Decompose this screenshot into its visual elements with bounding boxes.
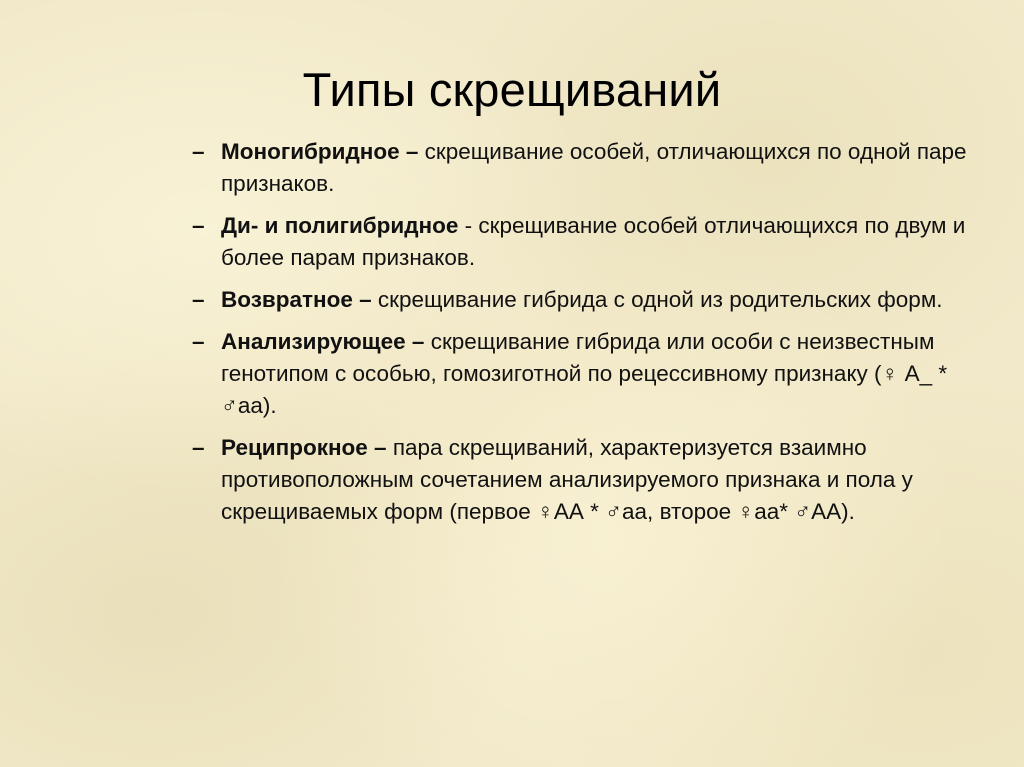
slide-title: Типы скрещиваний bbox=[302, 63, 722, 116]
cross-types-list bbox=[192, 136, 972, 538]
term-definition: пара скрещиваний, характеризуется взаимно противоположным сочетанием анализируемого признака и пола у скрещиваемых форм (первое ♀АА * ♂аа, второе ♀аа* ♂АА). bbox=[221, 435, 913, 524]
list-item bbox=[192, 432, 972, 528]
list-item bbox=[192, 326, 972, 422]
term-definition: скрещивание гибрида с одной из родительских форм. bbox=[371, 287, 943, 312]
list-item bbox=[192, 284, 972, 316]
bullet-dash: – bbox=[192, 435, 205, 460]
term-label: Реципрокное – bbox=[221, 435, 387, 460]
term-label: Возвратное – bbox=[221, 287, 372, 312]
bullet-dash: – bbox=[192, 329, 205, 354]
term-label: Ди- и полигибридное bbox=[221, 213, 459, 238]
term-definition: - скрещивание особей отличающихся по двум и более парам признаков. bbox=[221, 213, 966, 270]
bullet-dash: – bbox=[192, 213, 205, 238]
bullet-dash: – bbox=[192, 287, 205, 312]
term-definition: скрещивание особей, отличающихся по одной паре признаков. bbox=[221, 139, 967, 196]
list-item bbox=[192, 136, 972, 200]
term-label: Анализирующее – bbox=[221, 329, 425, 354]
bullet-dash: – bbox=[192, 139, 205, 164]
term-label: Моногибридное – bbox=[221, 139, 419, 164]
term-definition: скрещивание гибрида или особи с неизвестным генотипом с особью, гомозиготной по рецессивному признаку (♀ А_ * ♂аа). bbox=[221, 329, 948, 418]
list-item bbox=[192, 210, 972, 274]
